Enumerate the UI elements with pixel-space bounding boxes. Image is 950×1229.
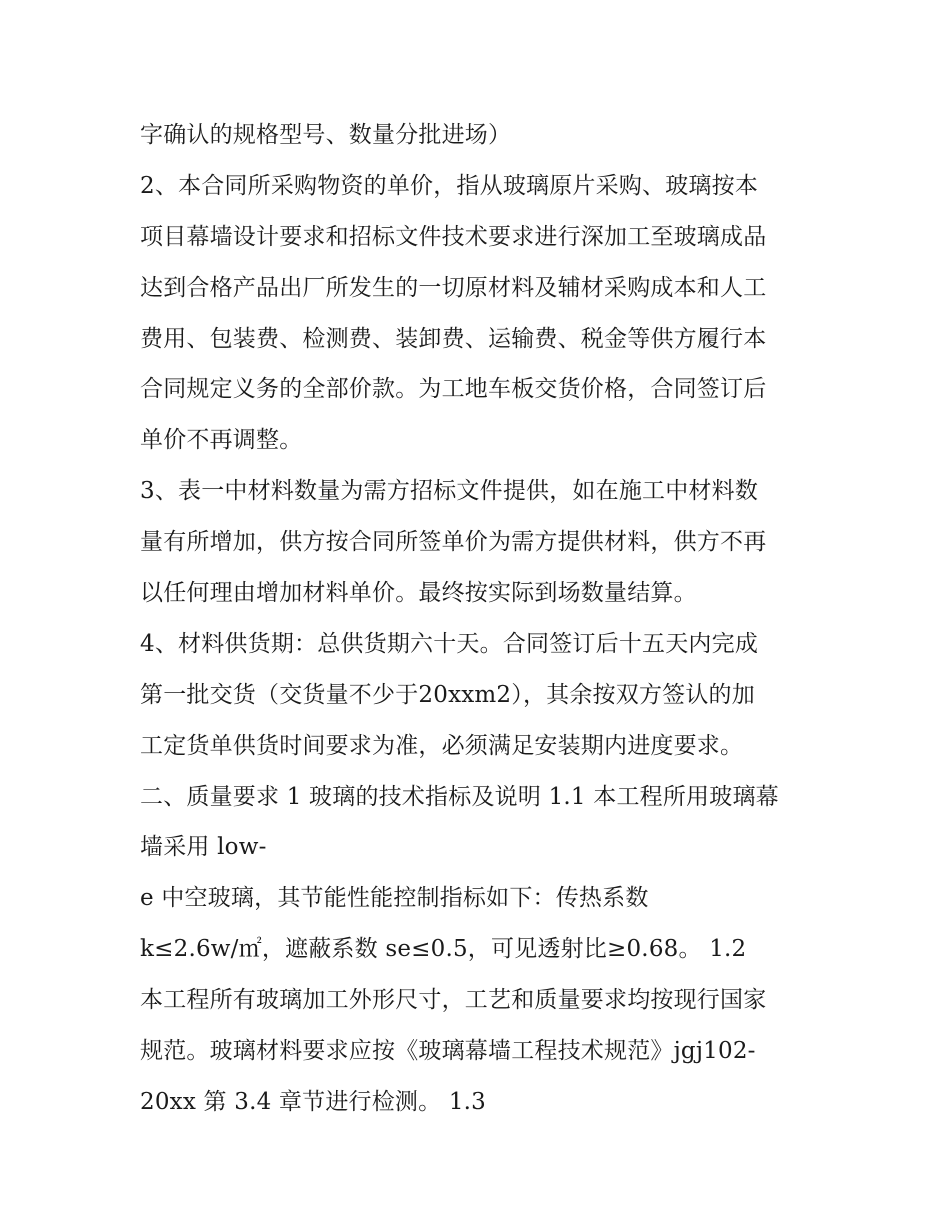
text-line: 墙采用 low- (140, 834, 267, 861)
text-line: 达到合格产品出厂所发生的一切原材料及辅材采购成本和人工 (140, 274, 767, 301)
text-line: 项目幕墙设计要求和招标文件技术要求进行深加工至玻璃成品 (140, 223, 767, 250)
text-line: 工定货单供货时间要求为准，必须满足安装期内进度要求。 (140, 732, 744, 759)
text-line: 规范。玻璃材料要求应按《玻璃幕墙工程技术规范》jgj102- (140, 1038, 756, 1065)
text-line: 4、材料供货期：总供货期六十天。合同签订后十五天内完成 (140, 630, 759, 657)
text-line: k≤2.6w/㎡，遮蔽系数 se≤0.5，可见透射比≥0.68。 1.2 (140, 936, 747, 963)
text-line: 费用、包装费、检测费、装卸费、运输费、税金等供方履行本 (140, 325, 767, 352)
text-line: 20xx 第 3.4 章节进行检测。 1.3 (140, 1088, 487, 1115)
text-line: 量有所增加，供方按合同所签单价为需方提供材料，供方不再 (140, 529, 767, 556)
text-line: 第一批交货（交货量不少于20xxm2），其余按双方签认的加 (140, 681, 755, 708)
text-line: 本工程所有玻璃加工外形尺寸，工艺和质量要求均按现行国家 (140, 987, 767, 1014)
text-line: 合同规定义务的全部价款。为工地车板交货价格，合同签订后 (140, 376, 767, 403)
text-line: 以任何理由增加材料单价。最终按实际到场数量结算。 (140, 580, 697, 607)
text-line: 2、本合同所采购物资的单价，指从玻璃原片采购、玻璃按本 (140, 172, 759, 199)
text-line: 二、质量要求 1 玻璃的技术指标及说明 1.1 本工程所用玻璃幕 (140, 783, 779, 810)
text-line: e 中空玻璃，其节能性能控制指标如下：传热系数 (140, 885, 649, 912)
text-line: 3、表一中材料数量为需方招标文件提供，如在施工中材料数 (140, 478, 759, 505)
text-line: 单价不再调整。 (140, 427, 303, 454)
body-text (140, 110, 830, 1128)
text-line: 字确认的规格型号、数量分批进场） (140, 122, 512, 148)
